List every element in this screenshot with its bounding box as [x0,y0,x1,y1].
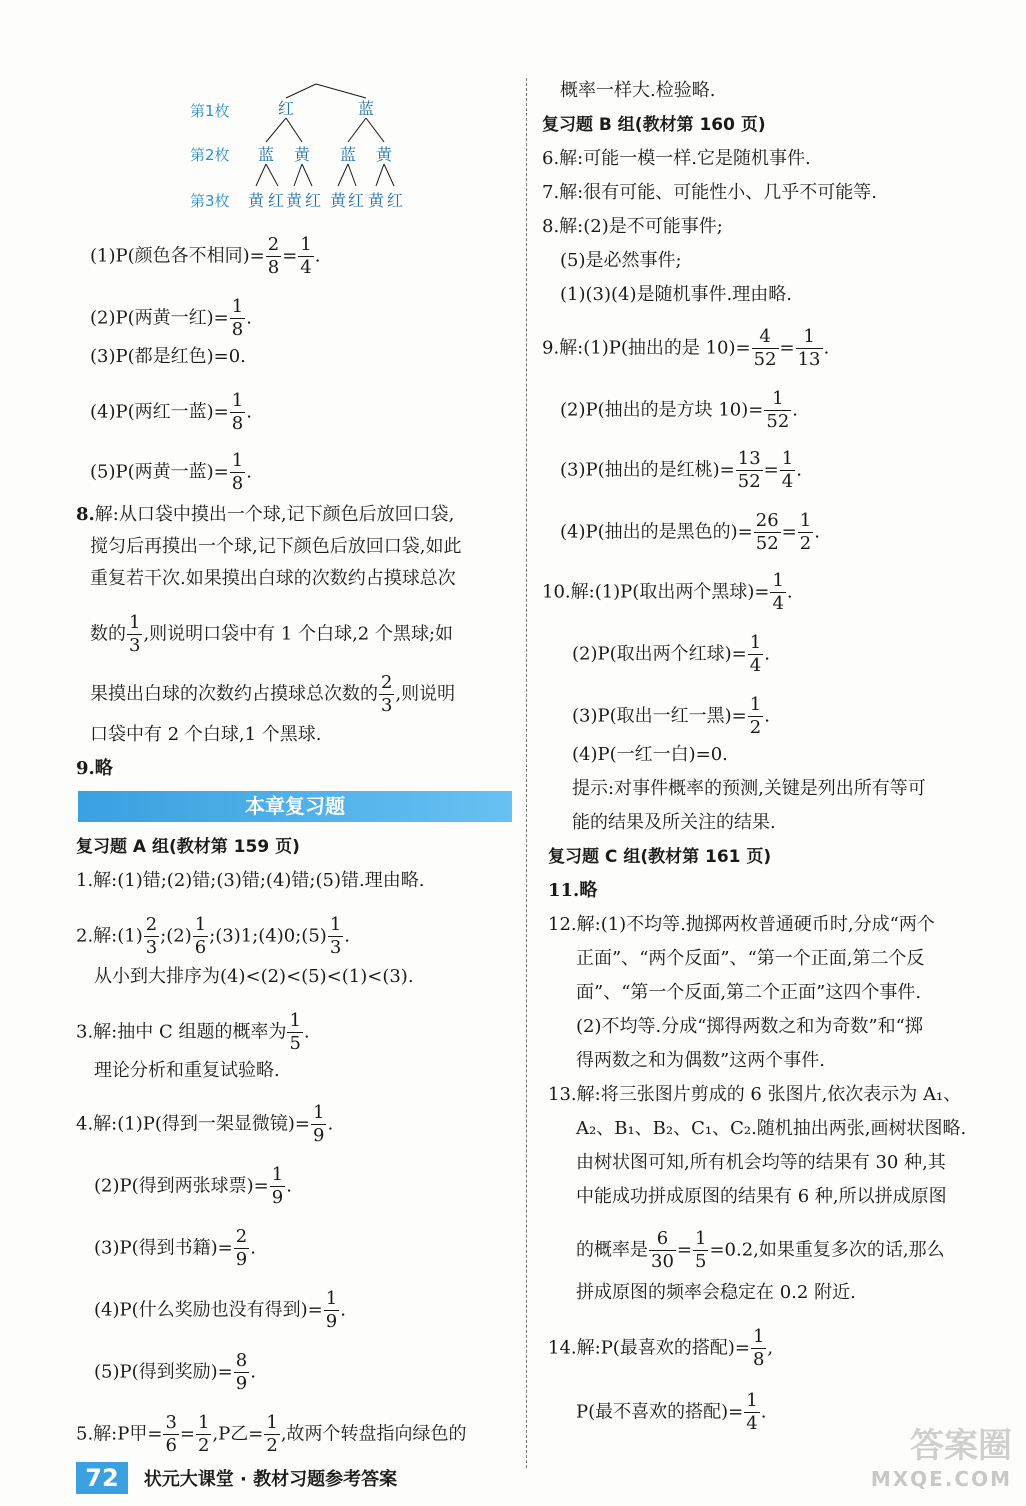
answer-line: 9.略 [76,758,113,779]
answer-line: 拼成原图的频率会稳定在 0.2 附近. [576,1282,856,1303]
tree-node: 黄 [293,145,311,164]
answer-line: 12.解:(1)不均等.抛掷两枚普通硬币时,分成“两个 [548,914,935,935]
answer-line: (3)P(都是红色)=0. [90,346,246,367]
answer-line: 1.解:(1)错;(2)错;(3)错;(4)错;(5)错.理由略. [76,870,425,891]
answer-line: (3)P(取出一红一黑)= $\frac{1}{2}$ . [572,694,770,738]
answer-line: 果摸出白球的次数约占摸球总次数的 $\frac{2}{3}$ ,则说明 [90,672,456,716]
answer-line: 6.解:可能一模一样.它是随机事件. [542,148,811,169]
answer-line: A₂、B₁、B₂、C₁、C₂.随机抽出两张,画树状图略. [576,1118,967,1139]
answer-line: 从小到大排序为(4)<(2)<(5)<(1)<(3). [94,966,414,987]
answer-line: P(最不喜欢的搭配)= $\frac{1}{4}$ . [576,1390,767,1434]
answer-line: 8.解:(2)是不可能事件; [542,216,723,237]
answer-line: 8.解:从口袋中摸出一个球,记下颜色后放回口袋, [76,504,455,525]
tree-level-1: 第1枚 [190,102,230,120]
answer-line: (2)不均等.分成“掷得两数之和为奇数”和“掷 [576,1016,923,1037]
answer-line: (4)P(一红一白)=0. [572,744,728,765]
answer-line: 11.略 [548,880,598,901]
answer-line: (2)P(两黄一红)= $\frac{1}{8}$ . [90,296,252,340]
answer-line: (2)P(得到两张球票)= $\frac{1}{9}$ . [94,1164,292,1208]
tree-node: 红 [277,99,295,118]
page-footer [76,1462,397,1496]
answer-line: 3.解:抽中 C 组题的概率为 $\frac{1}{5}$ . [76,1010,310,1054]
answer-line: 10.解:(1)P(取出两个黑球)= $\frac{1}{4}$ . [542,570,793,614]
answer-line: 重复若干次.如果摸出白球的次数约占摸球总次 [90,568,456,589]
tree-node: 蓝 [357,99,375,118]
answer-line: 中能成功拼成原图的结果有 6 种,所以拼成原图 [576,1186,947,1207]
answer-line: 7.解:很有可能、可能性小、几乎不可能等. [542,182,877,203]
answer-line: 口袋中有 2 个白球,1 个黑球. [90,724,322,745]
answer-line: 搅匀后再摸出一个球,记下颜色后放回口袋,如此 [90,536,462,557]
tree-node: 黄 [285,191,303,210]
chapter-review-heading: 本章复习题 [78,791,512,822]
answer-line: 提示:对事件概率的预测,关键是列出所有等可 [572,778,926,799]
answer-line: (5)P(两黄一蓝)= $\frac{1}{8}$ . [90,450,252,494]
answer-line: (4)P(什么奖励也没有得到)= $\frac{1}{9}$ . [94,1288,346,1332]
answer-line: (4)P(抽出的是黑色的)= $\frac{26}{52}$ = $\frac{1}{2}$ . [560,510,820,554]
answer-line: 4.解:(1)P(得到一架显微镜)= $\frac{1}{9}$ . [76,1102,334,1146]
tree-node: 黄 [247,191,265,210]
answer-line: 5.解:P甲= $\frac{3}{6}$ = $\frac{1}{2}$ ,P乙= $\frac{1}{2}$ ,故两个转盘指向绿色的 [76,1412,467,1456]
answer-line: (5)P(得到奖励)= $\frac{8}{9}$ . [94,1350,256,1394]
answer-line: 正面”、“两个反面”、“第一个正面,第二个反 [576,948,925,969]
tree-level-3: 第3枚 [190,192,230,210]
answer-line: 9.解:(1)P(抽出的是 10)= $\frac{4}{52}$ = $\frac{1}{13}$ . [542,326,830,370]
answer-line: 由树状图可知,所有机会均等的结果有 30 种,其 [576,1152,946,1173]
answer-line: 面”、“第一个反面,第二个正面”这四个事件. [576,982,922,1003]
tree-node: 红 [267,191,285,210]
answer-line: (3)P(抽出的是红桃)= $\frac{13}{52}$ = $\frac{1}{4}$ . [560,448,802,492]
answer-line: 13.解:将三张图片剪成的 6 张图片,依次表示为 A₁、 [548,1084,962,1105]
answer-line: 能的结果及所关注的结果. [572,812,776,833]
section-heading: 复习题 B 组(教材第 160 页) [542,115,766,135]
answer-line: 得两数之和为偶数”这两个事件. [576,1050,825,1071]
watermark-logo [832,1418,1012,1498]
answer-line: (3)P(得到书籍)= $\frac{2}{9}$ . [94,1226,256,1270]
answer-line: 的概率是 $\frac{6}{30}$ = $\frac{1}{5}$ =0.2,如果重复多次的话,那么 [576,1228,945,1272]
tree-node: 红 [347,191,365,210]
tree-node: 红 [386,191,404,210]
answer-line: (2)P(抽出的是方块 10)= $\frac{1}{52}$ . [560,388,799,432]
tree-node: 黄 [375,145,393,164]
tree-node: 蓝 [339,145,357,164]
answer-line: 14.解:P(最喜欢的搭配)= $\frac{1}{8}$ , [548,1326,774,1370]
tree-level-2: 第2枚 [190,146,230,164]
section-heading: 复习题 C 组(教材第 161 页) [548,847,772,867]
section-heading: 复习题 A 组(教材第 159 页) [76,837,300,857]
answer-line: (4)P(两红一蓝)= $\frac{1}{8}$ . [90,390,252,434]
answer-line: 理论分析和重复试验略. [94,1060,280,1081]
answer-line: (1)P(颜色各不相同)= $\frac{2}{8}$ = $\frac{1}{4}$ . [90,234,321,278]
tree-node: 黄 [329,191,347,210]
answer-line: 2.解:(1) $\frac{2}{3}$ ;(2) $\frac{1}{6}$ ;(3)1;(4)0;(5) $\frac{1}{3}$ . [76,914,350,958]
page-number: 72 [76,1462,128,1494]
answer-line: 概率一样大.检验略. [560,80,716,101]
watermark-url: MXQE.COM [870,1467,1012,1491]
answer-line: (5)是必然事件; [560,250,682,271]
column-divider [526,78,527,1468]
answer-line: (1)(3)(4)是随机事件.理由略. [560,284,792,305]
tree-node: 红 [304,191,322,210]
tree-diagram [186,80,426,220]
tree-node: 蓝 [257,145,275,164]
tree-node: 黄 [367,191,385,210]
answer-line: 数的 $\frac{1}{3}$ ,则说明口袋中有 1 个白球,2 个黑球;如 [90,612,454,656]
footer-title: 状元大课堂 · 教材习题参考答案 [143,1469,398,1490]
watermark-text: 答案圈 [910,1426,1012,1466]
answer-line: (2)P(取出两个红球)= $\frac{1}{4}$ . [572,632,770,676]
